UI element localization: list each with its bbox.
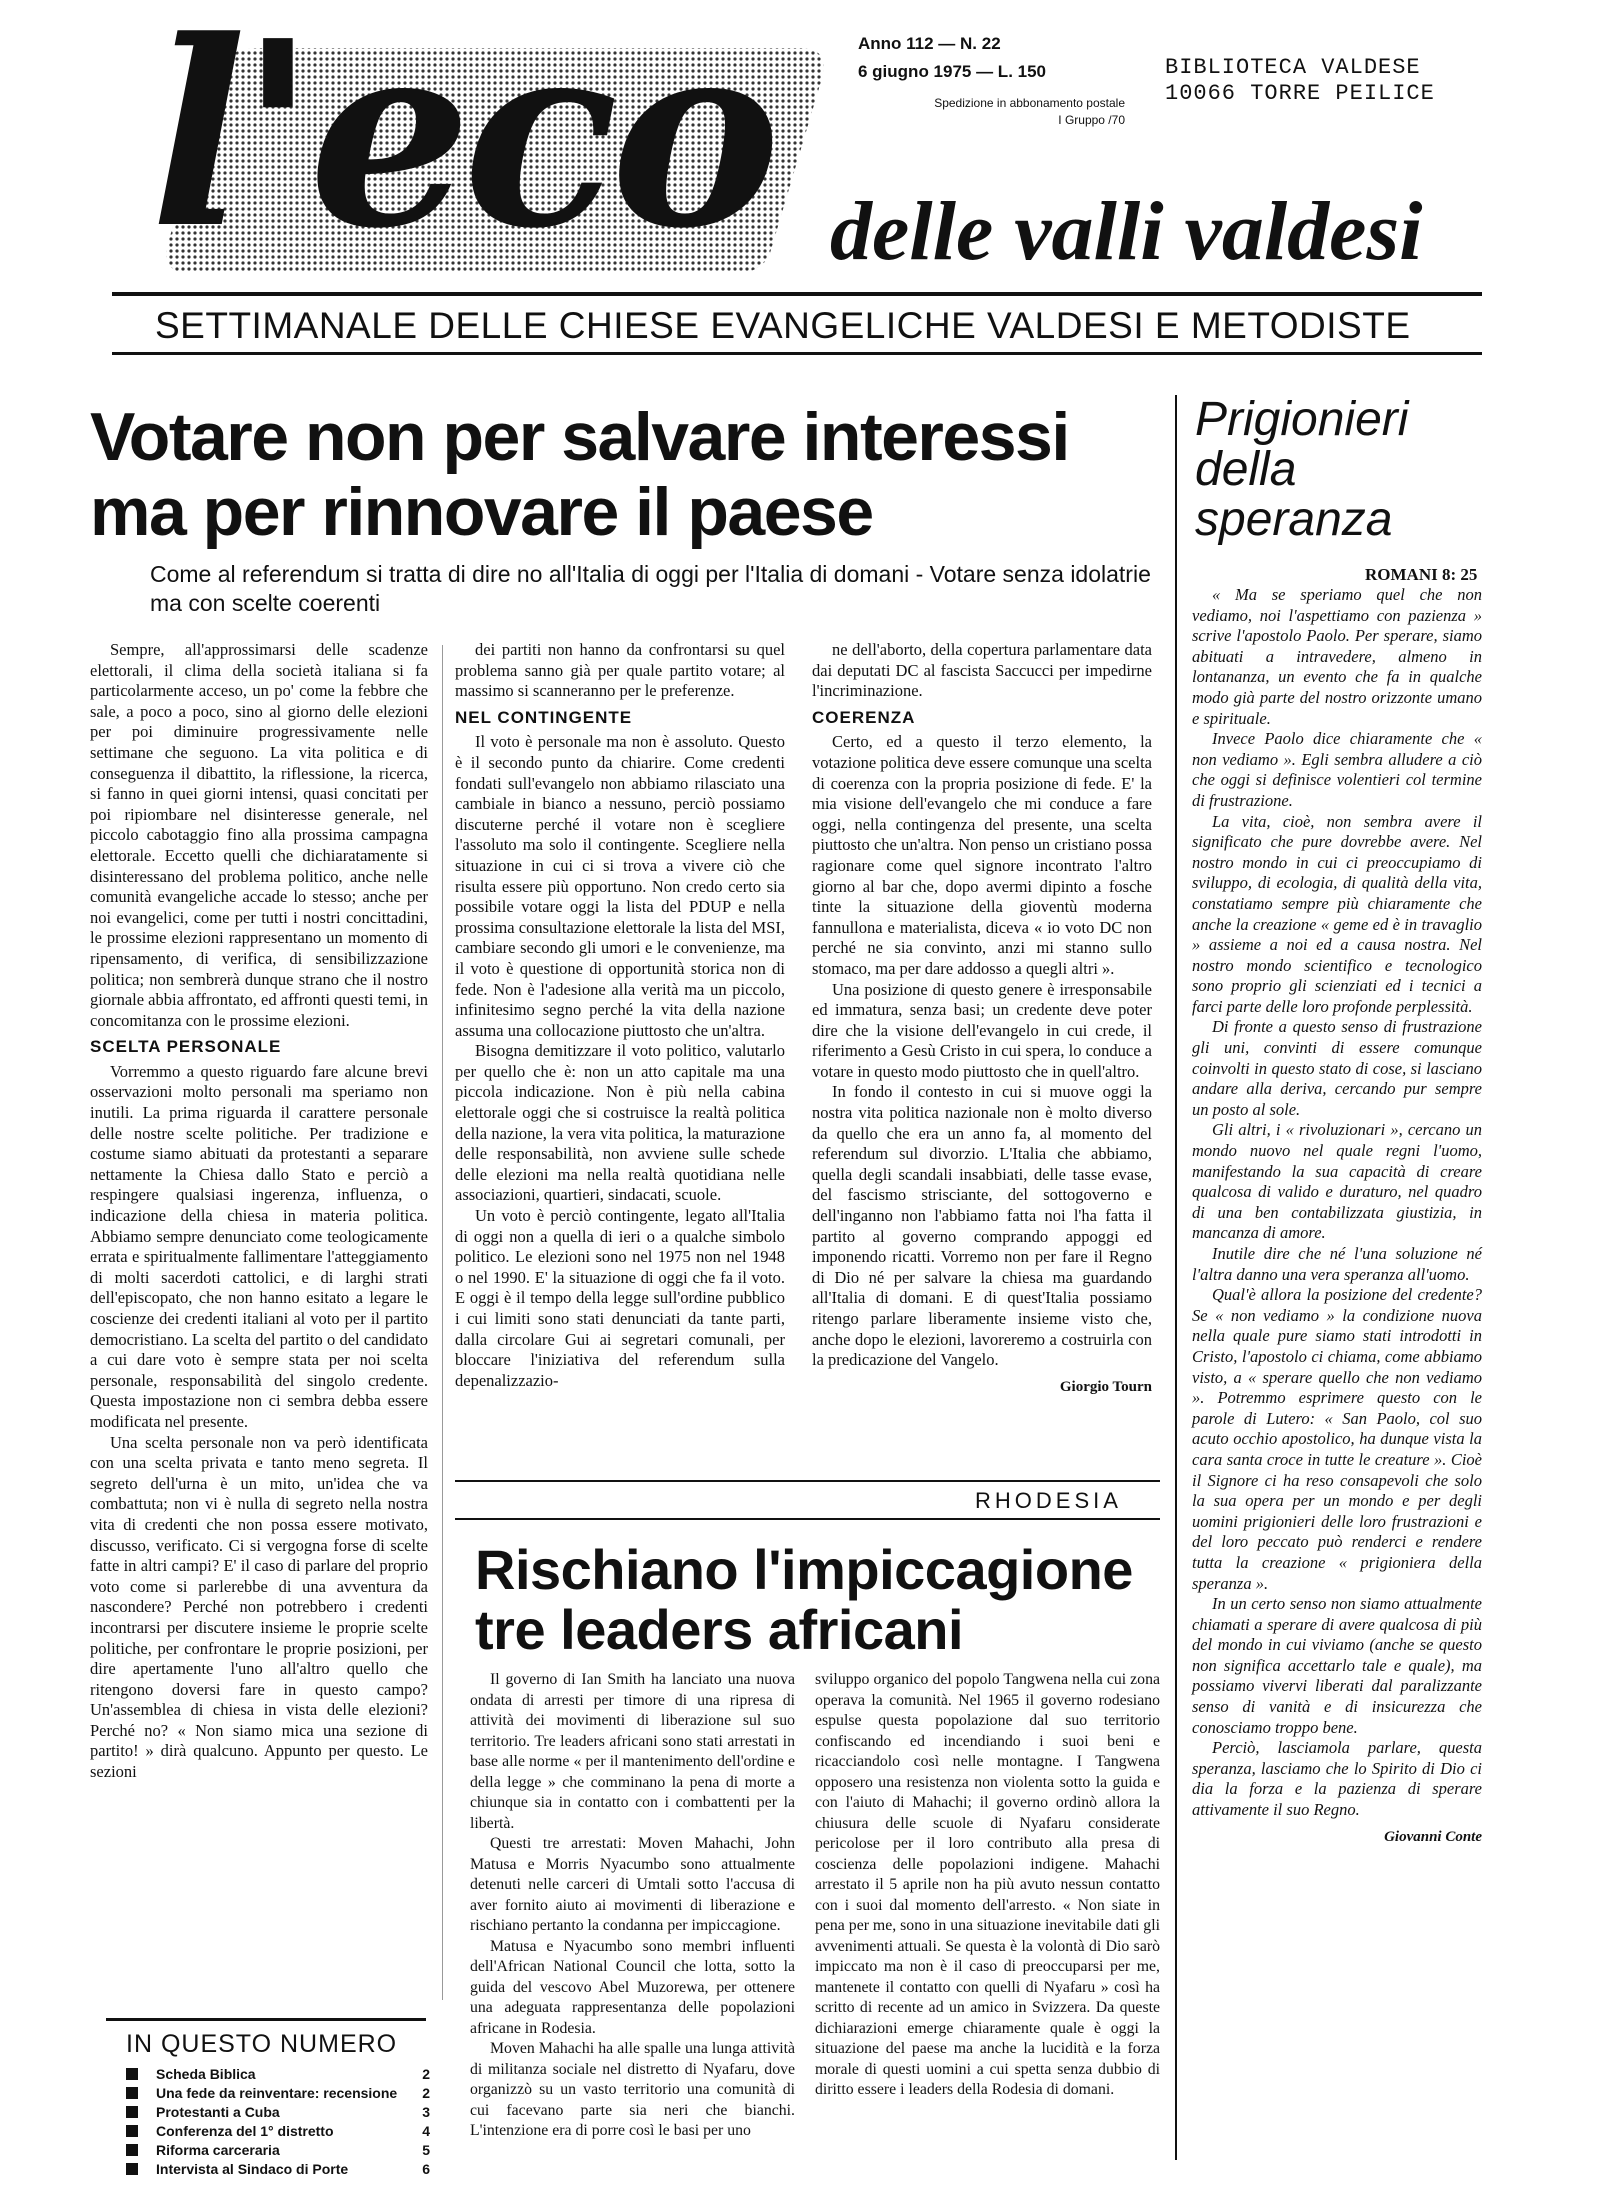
side-column-body	[1192, 585, 1482, 1847]
toc-list	[110, 2065, 430, 2179]
library-stamp	[1165, 55, 1435, 107]
issue-number: Anno 112 — N. 22	[858, 34, 1001, 53]
toc-item-label: Una fede da reinventare: recensione	[156, 2085, 398, 2101]
toc-rule	[106, 2018, 426, 2021]
paragraph: Matusa e Nyacumbo sono membri influenti dell'African National Council che lotta, sotto la guida del vescovo Abel Muzorewa, per ottenere una adeguata rappresentanza delle popolazioni africane in Rodesia.	[470, 1937, 795, 2037]
main-article-column-3	[812, 640, 1152, 1397]
paragraph: Il voto è personale ma non è assoluto. Questo è il secondo punto da chiarire. Come credenti fondati sull'evangelo non abbiamo rilasciato una cambiale in bianco a nessuno, perciò possiamo discuterne perché il votare non è scegliere l'assoluto ma solo il contingente. Scegliere nella situazione in cui ci si trova a vivere ciò che risulta essere più opportuno. Non credo certo sia possibile votare oggi la lista del PDUP e nella prossima consultazione elettorale la lista del MSI, cambiare secondo gli umori e le convenienze, ma il voto è questione di opportunità storica non di fede. Non è l'adesione alla verità ma un piccolo, infinitesimo segno perché la vita della nazione assuma una collocazione piuttosto che un'altra.	[455, 732, 785, 1040]
issue-date-price: 6 giugno 1975 — L. 150	[858, 62, 1047, 81]
toc-item	[110, 2141, 430, 2160]
main-article-column-1	[90, 640, 428, 1783]
main-headline: Votare non per salvare interessi ma per rinnovare il paese	[90, 399, 1069, 550]
stamp-line-1: BIBLIOTECA VALDESE	[1165, 55, 1421, 80]
author-signature: Giovanni Conte	[1384, 1828, 1482, 1845]
toc-item-label: Conferenza del 1° distretto	[156, 2123, 334, 2139]
toc-item-page: 6	[422, 2161, 430, 2177]
toc-item-label: Protestanti a Cuba	[156, 2104, 280, 2120]
logo-text: l'eco	[150, 0, 773, 285]
column-divider	[442, 645, 443, 2000]
author-signature: Giorgio Tourn	[1059, 1378, 1152, 1395]
paragraph: Questi tre arrestati: Moven Mahachi, John Matusa e Morris Nyacumbo sono attualmente detenuti nelle carceri di Umtali sotto l'accusa di aver fornito aiuto ai movimenti di liberazione e rischiano pertanto la condanna per impiccagione.	[470, 1835, 795, 1934]
rhodesia-rule	[455, 1480, 1160, 1482]
toc-item	[110, 2084, 430, 2103]
main-subhead: Come al referendum si tratta di dire no all'Italia di oggi per l'Italia di domani - Votare senza idolatrie ma con scelte coerenti	[150, 561, 1151, 616]
square-bullet-icon	[126, 2144, 138, 2156]
paragraph: Sempre, all'approssimarsi delle scadenze elettorali, il clima della società italiana si fa particolarmente acceso, un po' come la febbre che sale, a poco a poco, sino al giorno delle elezioni per poi diminuire progressivamente nelle settimane che seguono. La vita politica e di conseguenza il dibattito, la riflessione, la ricerca, si fanno in quei giorni intensi, quasi concitati per poi ripiombare nel disinteresse generale, nel piccolo cabotaggio fino alla prossima campagna elettorale. Eccetto quelli che dichiaratamente si disinteressano del problema politico, anche nelle comunità evangeliche accade lo stesso; anche per noi evangelici, come per tutti i nostri concittadini, le prossime elezioni rappresentano un momento di ripensamento, di verifica, di sensibilizzazione politica; non sembrerà dunque strano che il nostro giornale abbia affrontato, ed affronti questi temi, in concomitanza con le prossime elezioni.	[90, 640, 428, 1030]
paragraph: In fondo il contesto in cui si muove oggi la nostra vita politica nazionale non è molto diverso da quello che era un anno fa, al momento del referendum sul divorzio. L'Italia che abbiamo, quella degli scandali insabbiati, delle tasse evase, del fascismo strisciante, del sottogoverno e dell'inganno non l'abbiamo fatta noi l'ha fatta il partito al governo comprando appoggi ed imponendo ricatti. Vorremo non per fare il Regno di Dio né per salvare la chiesa ma guardando all'Italia di domani. E di quest'Italia possiamo ritengo parlare liberamente insieme visto che, anche dopo le elezioni, lavoreremo a costruirla con la predicazione del Vangelo.	[812, 1082, 1152, 1370]
rhodesia-column-2	[815, 1670, 1160, 2101]
paragraph: Di fronte a questo senso di frustrazione gli uni, convinti di essere comunque coinvolti in questo stato di cose, si lasciano andare alla deriva, cercando pur sempre un posto al sole.	[1192, 1017, 1482, 1119]
masthead-tagline: SETTIMANALE DELLE CHIESE EVANGELICHE VALDESI E METODISTE	[155, 305, 1411, 346]
paragraph: Un voto è perciò contingente, legato all'Italia di oggi non a quella di ieri o a qualche simbolo politico. Le elezioni sono nel 1975 non nel 1948 o nel 1990. E' la situazione di oggi che fa il voto. E oggi è il tempo della legge sull'ordine pubblico i cui limiti sono stati denunciati da tante parti, dalla circolare Gui ai segretari comunali, per bloccare l'iniziativa del referendum sulla depenalizzazio-	[455, 1206, 785, 1390]
toc-box	[110, 2030, 430, 2177]
toc-item	[110, 2160, 430, 2179]
issue-info	[858, 30, 1046, 86]
toc-item-label: Scheda Biblica	[156, 2066, 256, 2082]
paragraph: In un certo senso non siamo attualmente chiamati a sperare di avere qualcosa di più del mondo in cui viviamo (anche se questo non significa accettarlo tale e quale), ma possiamo vivervi liberati dal paralizzante senso di vanità e di insicurezza che conosciamo troppo bene.	[1192, 1594, 1482, 1737]
paragraph: Invece Paolo dice chiaramente che « non vediamo ». Egli sembra alludere a ciò che oggi si definisce volentieri col termine di frustrazione.	[1192, 729, 1482, 810]
toc-item-page: 4	[422, 2123, 430, 2139]
toc-item	[110, 2122, 430, 2141]
bible-reference: ROMANI 8: 25	[1365, 565, 1478, 584]
toc-item-page: 2	[422, 2066, 430, 2082]
postal-line-1: Spedizione in abbonamento postale	[934, 96, 1125, 110]
square-bullet-icon	[126, 2106, 138, 2118]
toc-item-page: 5	[422, 2142, 430, 2158]
paragraph: ne dell'aborto, della copertura parlamentare data dai deputati DC al fascista Saccucci per impedirne l'incriminazione.	[812, 640, 1152, 701]
square-bullet-icon	[126, 2068, 138, 2080]
paragraph: dei partiti non hanno da confrontarsi su quel problema sanno già per quale partito votare; al massimo si scanneranno per le preferenze.	[455, 640, 785, 701]
paragraph: Bisogna demitizzare il voto politico, valutarlo per quello che è: non un atto capitale ma una piccola indicazione. Non è più nella cabina elettorale oggi che si costruisce la realtà politica della nazione, la vera vita politica, la maturazione delle responsabilità, non avviene sulle schede delle elezioni ma nella realtà quotidiana nelle associazioni, quartieri, sindacati, scuole.	[455, 1041, 785, 1205]
paragraph: Perciò, lasciamola parlare, questa speranza, lasciamo che lo Spirito di Dio ci dia la forza e la pazienza di sperare attivamente il suo Regno.	[1192, 1738, 1482, 1820]
paragraph: Qual'è allora la posizione del credente? Se « non vediamo » la condizione nuova nella quale pure siamo stati introdotti in Cristo, l'apostolo ci chiama, come abbiamo visto, a « sperare quello che non vediamo ». Potremmo esprimere questo con le parole di Lutero: « San Paolo, col suo acuto occhio apostolico, ha dunque vista la cara santa croce in tutte le creature ». Cioè il Signore ci ha reso consapevoli che solo la sua opera per un mondo e per degli uomini prigionieri delle loro frustrazioni e del loro peccato può renderci e rendere tutta la creazione « prigioniera della speranza ».	[1192, 1285, 1482, 1593]
paragraph: Il governo di Ian Smith ha lanciato una nuova ondata di arresti per timore di una ripresa di attività dei movimenti di liberazione sul suo territorio. Tre leaders africani sono stati arrestati in base alle norme « per il mantenimento dell'ordine e della legge » che comminano la pena di morte a chiunque sia in contatto con i combattenti per la libertà.	[470, 1671, 795, 1832]
paragraph: Moven Mahachi ha alle spalle una lunga attività di militanza sociale nel distretto di Nyafaru, dove organizzò su un vasto territorio una comunità di cui facevano parte sia neri che bianchi. L'intenzione era di porre così le basi per uno	[470, 2040, 795, 2139]
square-bullet-icon	[126, 2163, 138, 2175]
main-article-column-2	[455, 640, 785, 1391]
paragraph: Gli altri, i « rivoluzionari », cercano un mondo nuovo nel quale regni l'uomo, manifestando la sua capacità di creare qualcosa di valido e duraturo, nel quadro di una ben contabilizzata giustizia, in mancanza di amore.	[1192, 1120, 1482, 1243]
postal-line-2: I Gruppo /70	[1058, 113, 1125, 127]
masthead-logo	[150, 0, 830, 285]
toc-item-label: Riforma carceraria	[156, 2142, 280, 2158]
paragraph: Una posizione di questo genere è irresponsabile ed immatura, senza basi; un credente deve poter dire che la visione dell'evangelo in cui crede, il riferimento a Gesù Cristo in cui spera, lo conduce a votare in questo modo piuttosto che in quell'altro.	[812, 979, 1152, 1081]
side-column-divider	[1175, 395, 1177, 2160]
masthead-rule-bottom	[112, 352, 1482, 355]
stamp-line-2: 10066 TORRE PEILICE	[1165, 81, 1435, 106]
rhodesia-column-1	[470, 1670, 795, 2142]
paragraph: Inutile dire che né l'una soluzione né l'altra danno una vera speranza all'uomo.	[1192, 1244, 1482, 1284]
side-column-title: Prigionieri della speranza	[1195, 393, 1409, 546]
masthead-rule-top	[112, 292, 1482, 296]
masthead-title: delle valli valdesi	[830, 185, 1423, 278]
paragraph: Vorremmo a questo riguardo fare alcune brevi osservazioni molto personali ma speriamo non inutili. La prima riguarda il carattere personale delle nostre scelte politiche. Per tradizione e costume siamo abituati da protestanti a separare nettamente la Chiesa dallo Stato e perciò a respingere qualsiasi ingerenza, influenza, o indicazione della chiesa in materia politica. Abbiamo sempre denunciato come teologicamente errata e spiritualmente fallimentare l'atteggiamento di molti sacerdoti cattolici, e di larghi strati dell'episcopato, che non hanno esitato a legare le coscienze dei credenti italiani al voto per il partito democristiano. La scelta del partito o del candidato a cui dare voto è sempre stata per noi scelta personale, responsabilità del singolo credente. Questa impostazione non ci sembra debba essere modificata nel presente.	[90, 1061, 428, 1431]
rhodesia-section-label: RHODESIA	[975, 1488, 1122, 1513]
toc-item-page: 2	[422, 2085, 430, 2101]
paragraph: sviluppo organico del popolo Tangwena nella cui zona operava la comunità. Nel 1965 il governo rodesiano espulse questa popolazione dal suo territorio confiscando ed incendiando i suoi beni e ricacciandolo così nelle montagne. I Tangwena opposero una resistenza non violenta sotto la guida e con l'aiuto di Mahachi; il governo ordinò allora la chiusura delle scuole di Nyafaru considerate pericolose per il loro contributo alla presa di coscienza delle popolazioni indigene. Mahachi arrestato il 5 aprile non ha più avuto nessun contatto con i suoi dal momento dell'arresto. « Non siate in pena per me, sono in una situazione inevitabile dati gli avvenimenti attuali. Se questa è la volontà di Dio sarò impiccato ma non è il caso di preoccuparsi per me, mantenete il contatto con quelli di Nyafaru » così ha scritto di recente ad un amico in Svizzera. Da queste dichiarazioni emerge chiaramente quale è oggi la situazione del paese ma anche la lucidità e la forza morale di questi uomini a cui spetta senza dubbio di diritto essere i leaders della Rodesia di domani.	[815, 1671, 1160, 2098]
square-bullet-icon	[126, 2087, 138, 2099]
rhodesia-rule-lower	[455, 1518, 1160, 1520]
toc-item	[110, 2103, 430, 2122]
section-heading: NEL CONTINGENTE	[455, 707, 633, 727]
rhodesia-headline: Rischiano l'impiccagione tre leaders africani	[475, 1538, 1133, 1661]
paragraph: Una scelta personale non va però identificata con una scelta privata e tanto meno segreta. Il segreto dell'urna è un mito, un'idea che va combattuta; non vi è nulla di segreto nella nostra vita di credenti che non possa essere motivato, discusso, verificato. Ci si vergogna forse di scelte fatte in altri campi? E' il caso di parlare del proprio voto come si parlerebbe di una avventura da nascondere? Perché non potrebbero i credenti incontrarsi per discutere insieme le proprie scelte politiche, per confrontare le proprie posizioni, per dire apertamente l'uno all'altro quello che ritengono doversi fare in questo campo? Un'assemblea di chiesa in vista delle elezioni? Perché no? « Non siamo mica una sezione di partito! » dirà qualcuno. Appunto per questo. Le sezioni	[90, 1432, 428, 1782]
section-heading: SCELTA PERSONALE	[90, 1037, 282, 1057]
toc-title: IN QUESTO NUMERO	[126, 2030, 398, 2058]
toc-item-label: Intervista al Sindaco di Porte	[156, 2161, 349, 2177]
square-bullet-icon	[126, 2125, 138, 2137]
toc-item-page: 3	[422, 2104, 430, 2120]
paragraph: Certo, ed a questo il terzo elemento, la votazione politica deve essere comunque una scelta di coerenza con la propria posizione di fede. E' la mia visione dell'evangelo che mi conduce a fare oggi, nella contingenza del presente, una scelta piuttosto che un'altra. Non penso un cristiano possa ragionare come quel signore incontrato l'altro giorno al bar che, dopo avermi dipinto a fosche tinte la situazione della gioventù moderna fannullona e materialista, diceva « io voto DC non perché ne sia convinto, anzi mi stanno sullo stomaco, ma per dare addosso a quegli altri ».	[812, 732, 1152, 978]
paragraph: « Ma se speriamo quel che non vediamo, noi l'aspettiamo con pazienza » scrive l'apostolo Paolo. Per sperare, siamo abituati a intravedere, almeno in lontananza, un evento che fa in qualche modo già parte del nostro orizzonte umano e spirituale.	[1192, 585, 1482, 728]
postal-info	[895, 95, 1125, 129]
paragraph: La vita, cioè, non sembra avere il significato che pure dovrebbe avere. Nel nostro mondo in cui ci preoccupiamo di sviluppo, di ecologia, di qualità della vita, constatiamo sempre più chiaramente che anche la creazione « geme ed è in travaglio » assieme a noi ed a causa nostra. Nel nostro mondo scientifico e tecnologico sono proprio gli scienziati ed i tecnici a farci parte delle loro profonde perplessità.	[1192, 811, 1482, 1016]
section-heading: COERENZA	[812, 707, 916, 727]
toc-item	[110, 2065, 430, 2084]
